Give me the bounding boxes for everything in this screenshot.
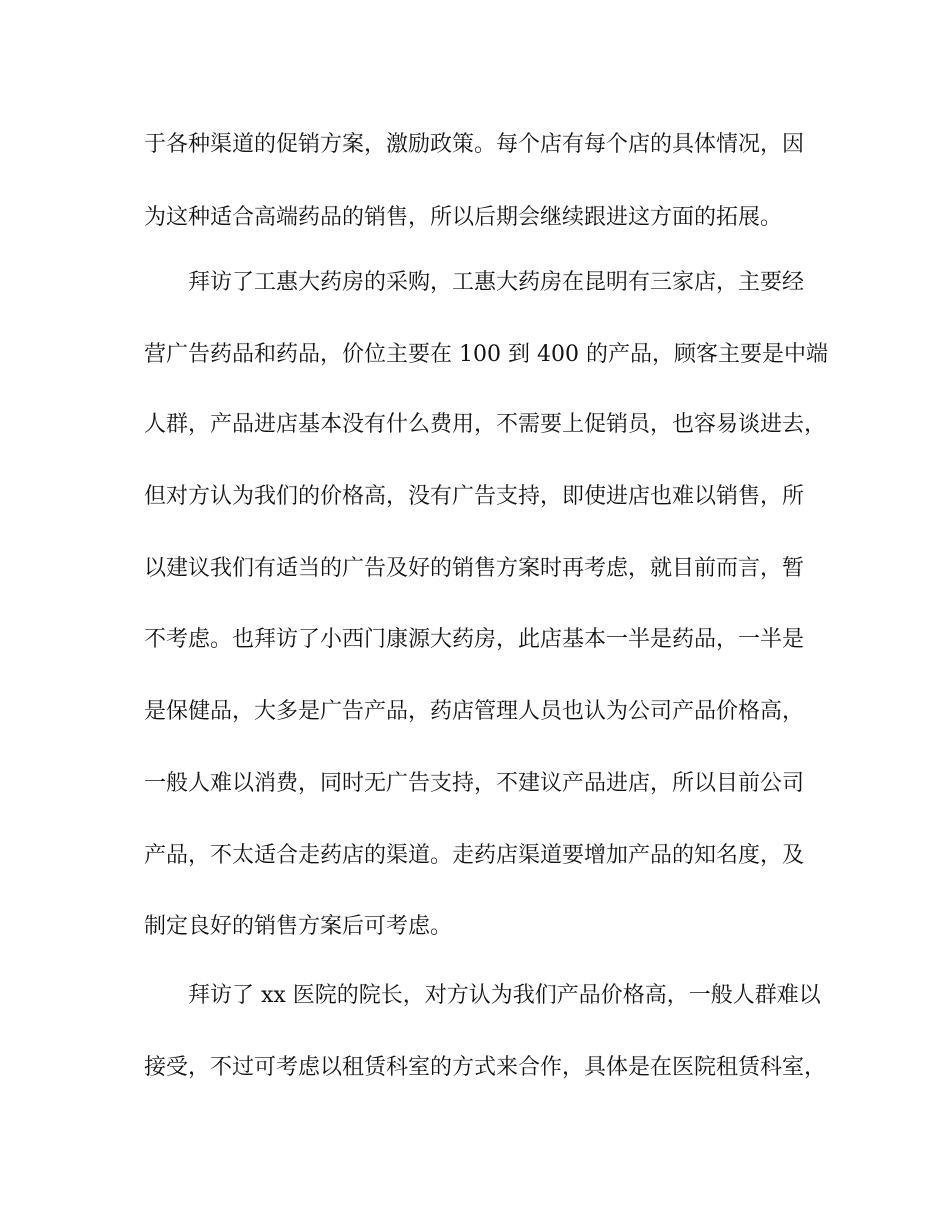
text-line: 不考虑。也拜访了小西门康源大药房，此店基本一半是药品，一半是 (144, 627, 805, 652)
text-line: 产品，不太适合走药店的渠道。走药店渠道要增加产品的知名度，及 (144, 843, 805, 868)
paragraph-first-line: 拜访了工惠大药房的采购，工惠大药房在昆明有三家店，主要经 (188, 270, 805, 295)
text-line: 但对方认为我们的价格高，没有广告支持，即使进店也难以销售，所 (144, 484, 805, 509)
text-line: 一般人难以消费，同时无广告支持，不建议产品进店，所以目前公司 (144, 771, 805, 796)
text-line: 是保健品，大多是广告产品，药店管理人员也认为公司产品价格高， (144, 699, 805, 724)
text-line: 为这种适合高端药品的销售，所以后期会继续跟进这方面的拓展。 (144, 205, 783, 230)
paragraph-first-line: 拜访了 xx 医院的院长，对方认为我们产品价格高，一般人群难以 (188, 983, 821, 1008)
text-line: 以建议我们有适当的广告及好的销售方案时再考虑，就目前而言，暂 (144, 556, 805, 581)
text-line: 于各种渠道的促销方案，激励政策。每个店有每个店的具体情况，因 (144, 132, 805, 157)
text-line: 营广告药品和药品，价位主要在 100 到 400 的产品，顾客主要是中端 (144, 342, 828, 367)
text-line: 人群，产品进店基本没有什么费用，不需要上促销员，也容易谈进去， (144, 412, 827, 437)
text-line: 接受，不过可考虑以租赁科室的方式来合作，具体是在医院租赁科室， (144, 1055, 827, 1080)
text-line: 制定良好的销售方案后可考虑。 (144, 914, 453, 939)
